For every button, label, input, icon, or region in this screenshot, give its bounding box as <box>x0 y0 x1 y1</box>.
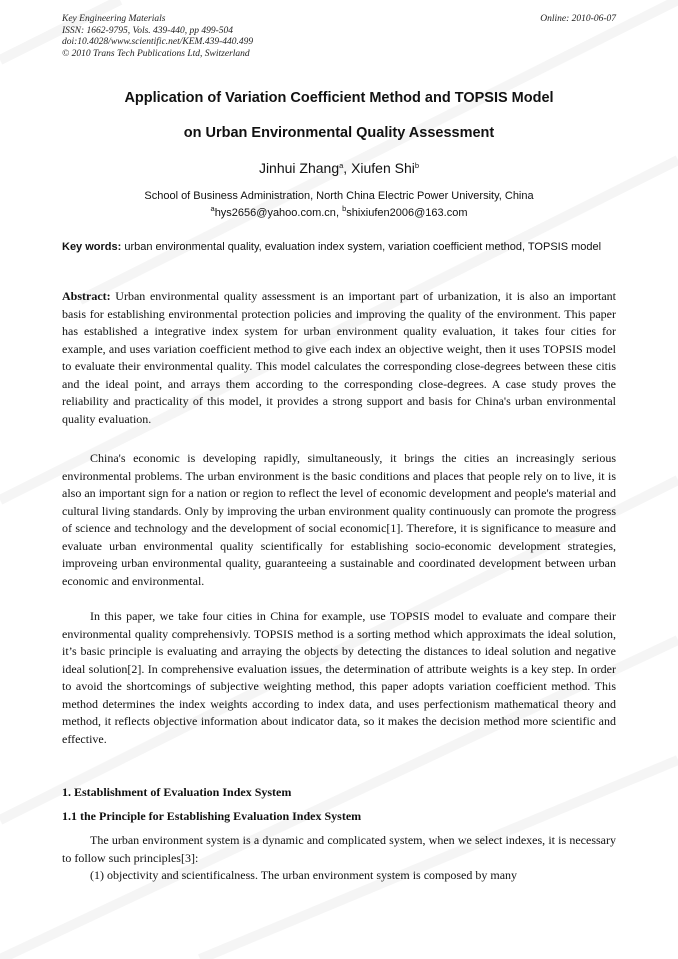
author-2-affiliation-mark: b <box>414 161 420 170</box>
email-list <box>40 204 638 219</box>
author-1-affiliation-mark: a <box>339 161 344 170</box>
journal-header <box>62 14 616 60</box>
author-2: Xiufen Shi <box>351 160 415 176</box>
email-a-mark: a <box>210 204 215 213</box>
section-heading-1-1: 1.1 the Principle for Establishing Evaluation Index System <box>62 809 362 823</box>
doi-line: doi:10.4028/www.scientific.net/KEM.439-440.499 <box>62 37 254 47</box>
author-list <box>40 160 638 176</box>
keywords <box>62 238 616 257</box>
paper-title-line-2: on Urban Environmental Quality Assessment <box>183 125 495 141</box>
email-a: hys2656@yahoo.com.cn <box>214 207 336 219</box>
email-b: shixiufen2006@163.com <box>346 207 468 219</box>
author-1: Jinhui Zhang <box>258 160 340 176</box>
body-paragraph-4: (1) objectivity and scientificalness. The urban environment system is composed by many <box>90 868 518 882</box>
keywords-text: urban environmental quality, evaluation index system, variation coefficient method, TOPSIS model <box>121 241 602 253</box>
abstract-text: Urban environmental quality assessment is an important part of urbanization, it is also an important basis for establishing environmental protection policies and improving the quality of the environment. This paper has established a integrative index system for urban environment quality evaluation, it takes four cities for example, and uses variation coefficient method to give each index an objective weight, then it uses TOPSIS model to evaluate their environmental quality. This model calculates the corresponding close-degrees between these citis and the ideal point, and arrays them according to the corresponding close-degrees. A case study proves the reliability and practicality of this model, it provides a strong support and basis for China's urban environmental quality evaluation. <box>62 289 616 426</box>
paper-title-line-1: Application of Variation Coefficient Method and TOPSIS Model <box>124 90 554 106</box>
body-paragraph-3: The urban environment system is a dynamic and complicated system, when we select indexes, it is necessary to follow such principles[3]: <box>62 833 616 865</box>
journal-name: Key Engineering Materials <box>62 14 166 24</box>
intro-paragraph-1: China's economic is developing rapidly, simultaneously, it brings the cities an increasingly serious environmental problems. The urban environment is the basic conditions and places that people rely on to live, it is also an important sign for a nation or region to reflect the level of economic development and people's material and cultural living standards. Only by improving the urban environment quality continuously can promote the progress of science and technology and the development of social economic[1]. Therefore, it is significance to measure and evaluate urban environmental quality scientifically for establishing socio-economic development strategies, improveing urban environmental quality, guaranteeing a sustainable and coordinated development between urban economic and environmental. <box>62 451 616 588</box>
online-date: Online: 2010-06-07 <box>540 14 616 24</box>
abstract <box>62 288 616 428</box>
copyright-line: © 2010 Trans Tech Publications Ltd, Switzerland <box>62 48 250 59</box>
intro-paragraph-2: In this paper, we take four cities in China for example, use TOPSIS model to evaluate and compare their environmental quality comprehensivly. TOPSIS method is a sorting method which approximats the ideal solution, it’s basic principle is evaluating and arraying the objects by detecting the distances to ideal solution and negative ideal solution[2]. In comprehensive evaluation issues, the determination of attribute weights is a key step. In order to avoid the shortcomings of subjective weighting method, this paper adopts variation coefficient method. This method determines the index weights according to index data, and uses perfectionism mathematical theory and method, it reflects objective information about indicator data, so it makes the decision method more scientific and effective. <box>62 609 616 746</box>
keywords-label: Key words: <box>62 241 122 253</box>
email-separator: , <box>335 207 343 219</box>
section-heading-1: 1. Establishment of Evaluation Index System <box>62 785 292 799</box>
abstract-label: Abstract: <box>62 289 111 303</box>
email-b-mark: b <box>342 204 347 213</box>
author-separator: , <box>343 160 352 176</box>
issn-line: ISSN: 1662-9795, Vols. 439-440, pp 499-504 <box>62 25 233 36</box>
affiliation: School of Business Administration, North China Electric Power University, China <box>144 190 534 202</box>
